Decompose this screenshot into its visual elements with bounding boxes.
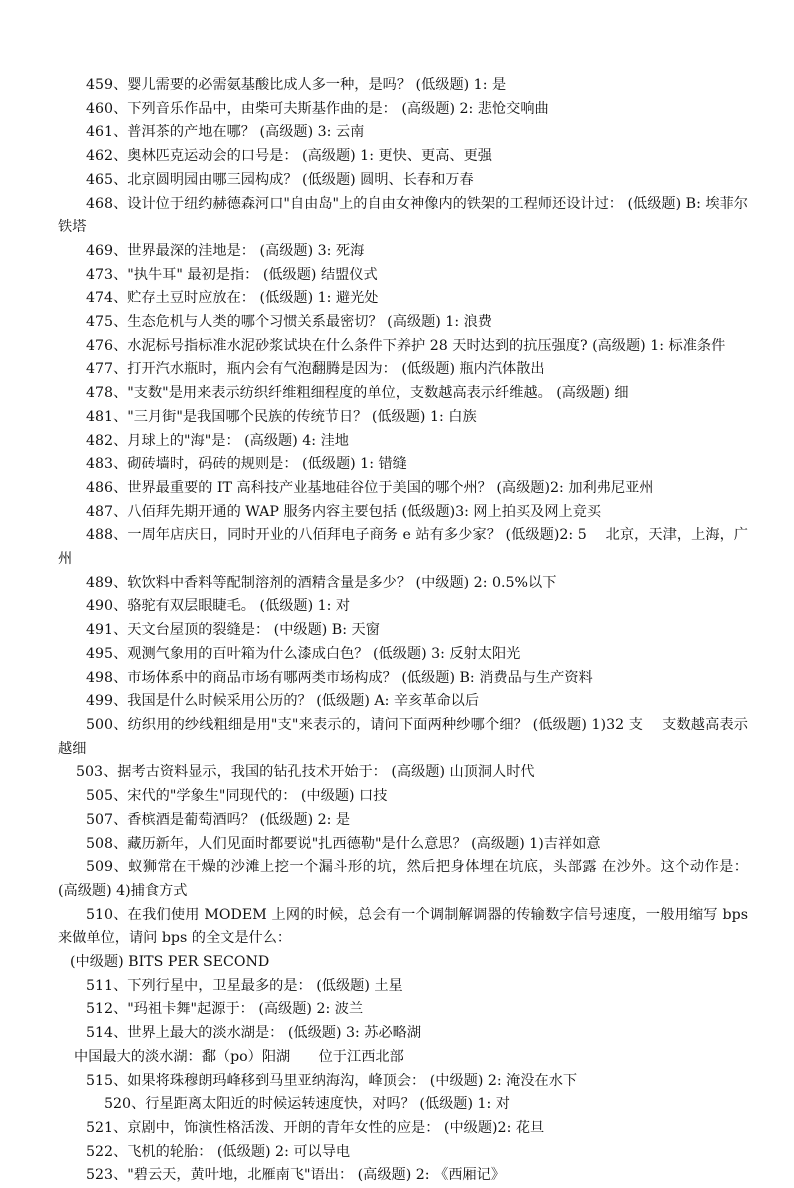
question-item: 500、纺织用的纱线粗细是用"支"来表示的，请问下面两种纱哪个细？ (低级题) 1)32 支 支数越高表示越细 [58, 716, 748, 757]
question-item: 488、一周年店庆日，同时开业的八佰拜电子商务 e 站有多少家？ (低级题)2: 5 北京，天津，上海，广州 [58, 527, 748, 568]
question-item: 499、我国是什么时候采用公历的？ (低级题) A: 辛亥革命以后 [86, 693, 480, 710]
question-item: 490、骆驼有双层眼睫毛。 (低级题) 1: 对 [86, 598, 351, 615]
question-item: 483、砌砖墙时，码砖的规则是： (低级题) 1: 错缝 [86, 456, 407, 473]
question-item: 508、藏历新年，人们见面时都要说"扎西德勒"是什么意思？ (高级题) 1)吉祥如意 [86, 835, 601, 852]
question-item: 491、天文台屋顶的裂缝是： (中级题) B: 天窗 [86, 622, 380, 639]
question-item: 465、北京圆明园由哪三园构成？ (低级题) 圆明、长春和万春 [86, 171, 474, 188]
question-item: 460、下列音乐作品中，由柴可夫斯基作曲的是： (高级题) 2: 悲怆交响曲 [86, 100, 549, 117]
question-item: 474、贮存土豆时应放在： (低级题) 1: 避光处 [86, 290, 379, 307]
question-item: 509、蚁狮常在干燥的沙滩上挖一个漏斗形的坑，然后把身体埋在坑底，头部露 在沙外。这个动作是： (高级题) 4)捕食方式 [58, 859, 748, 899]
question-item: 523、"碧云天，黄叶地，北雁南飞"语出： (高级题) 2: 《西厢记》 [86, 1167, 506, 1184]
question-item: 475、生态危机与人类的哪个习惯关系最密切？ (高级题) 1: 浪费 [86, 314, 492, 331]
question-item: 459、婴儿需要的必需氨基酸比成人多一种，是吗？ (低级题) 1: 是 [86, 77, 507, 93]
question-item: 511、下列行星中，卫星最多的是： (低级题) 土星 [86, 977, 403, 994]
question-item: 473、"执牛耳" 最初是指： (低级题) 结盟仪式 [86, 266, 378, 283]
question-item: 489、软饮料中香料等配制溶剂的酒精含量是多少？ (中级题) 2: 0.5%以下 [86, 574, 557, 591]
question-item: 476、水泥标号指标准水泥砂浆试块在什么条件下养护 28 天时达到的抗压强度? (高级题) 1: 标准条件 [86, 337, 726, 354]
question-item: 495、观测气象用的百叶箱为什么漆成白色？ (低级题) 3: 反射太阳光 [86, 645, 521, 662]
answer-line: (中级题) BITS PER SECOND [70, 954, 270, 971]
question-item: 520、行星距离太阳近的时候运转速度快，对吗？ (低级题) 1: 对 [104, 1096, 510, 1113]
question-item: 469、世界最深的洼地是： (高级题) 3: 死海 [86, 242, 365, 259]
note-line: 中国最大的淡水湖：鄱（po）阳湖 位于江西北部 [74, 1048, 404, 1065]
question-item: 481、"三月街"是我国哪个民族的传统节日？ (低级题) 1: 白族 [86, 408, 477, 425]
question-item: 478、"支数"是用来表示纺织纤维粗细程度的单位，支数越高表示纤维越。 (高级题) 细 [86, 385, 629, 402]
question-item: 521、京剧中，饰演性格活泼、开朗的青年女性的应是： (中级题)2: 花旦 [86, 1119, 545, 1136]
question-item: 505、宋代的"学象生"同现代的： (中级题) 口技 [86, 788, 388, 805]
question-item: 461、普洱茶的产地在哪？ (高级题) 3: 云南 [86, 124, 365, 141]
question-item: 468、设计位于纽约赫德森河口"自由岛"上的自由女神像内的铁架的工程师还设计过： (低级题) B: 埃菲尔铁塔 [58, 195, 748, 236]
question-item: 510、在我们使用 MODEM 上网的时候，总会有一个调制解调器的传输数字信号速度，一般用缩写 bps 来做单位，请问 bps 的全文是什么： [58, 906, 748, 947]
question-item: 503、据考古资料显示，我国的钻孔技术开始于： (高级题) 山顶洞人时代 [76, 764, 535, 781]
question-item: 507、香槟酒是葡萄酒吗？ (低级题) 2: 是 [86, 811, 351, 828]
question-item: 515、如果将珠穆朗玛峰移到马里亚纳海沟，峰顶会： (中级题) 2: 淹没在水下 [86, 1072, 578, 1089]
question-item: 477、打开汽水瓶时，瓶内会有气泡翻腾是因为： (低级题) 瓶内汽体散出 [86, 361, 545, 378]
question-item: 512、"玛祖卡舞"起源于： (高级题) 2: 波兰 [86, 1001, 364, 1018]
question-item: 487、八佰拜先期开通的 WAP 服务内容主要包括 (低级题)3: 网上拍买及网上竞买 [86, 503, 602, 520]
question-item: 514、世界上最大的淡水湖是： (低级题) 3: 苏必略湖 [86, 1025, 422, 1042]
question-item: 522、飞机的轮胎： (低级题) 2: 可以导电 [86, 1143, 351, 1160]
question-item: 482、月球上的"海"是： (高级题) 4: 洼地 [86, 432, 349, 449]
question-item: 486、世界最重要的 IT 高科技产业基地硅谷位于美国的哪个州？ (高级题)2: 加利弗尼亚州 [86, 479, 654, 496]
question-item: 462、奥林匹克运动会的口号是： (高级题) 1: 更快、更高、更强 [86, 148, 492, 165]
question-item: 498、市场体系中的商品市场有哪两类市场构成？ (低级题) B: 消费品与生产资料 [86, 669, 593, 686]
